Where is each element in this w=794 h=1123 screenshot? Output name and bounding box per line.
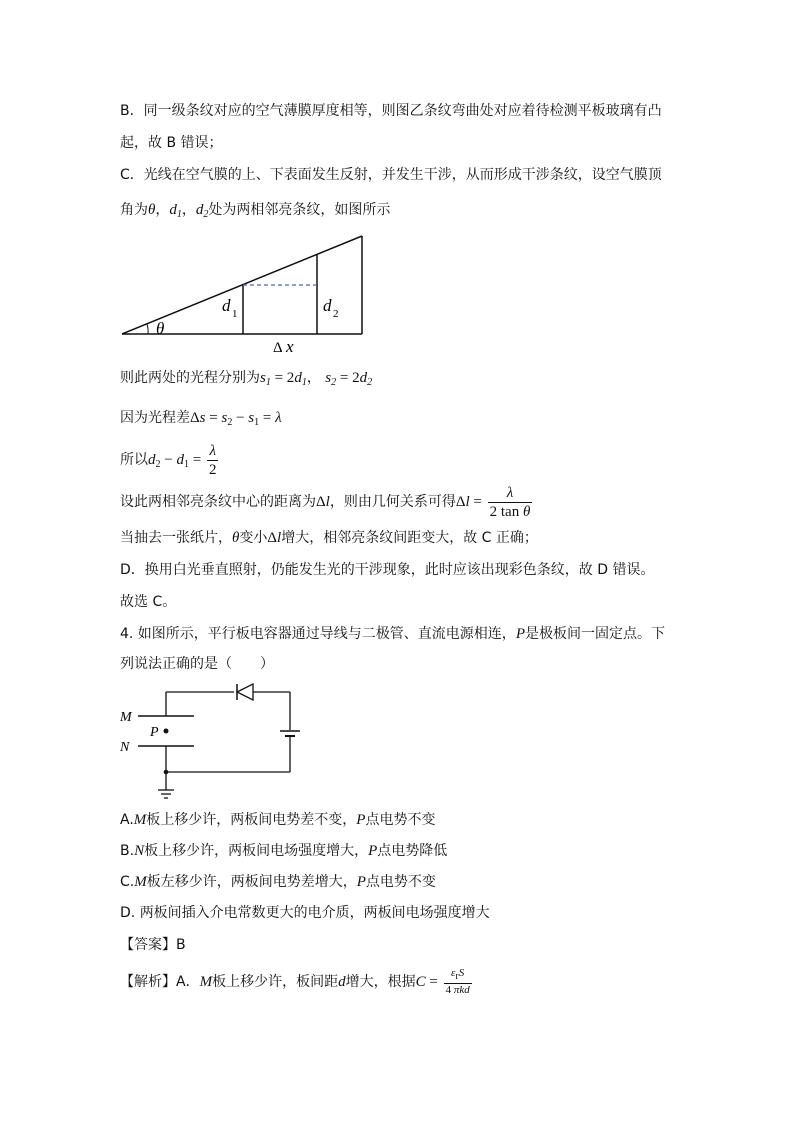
d2-symbol: $d_2$ — [195, 202, 209, 220]
fraction-lambda-2: $\frac{\lambda}{2}$ — [208, 442, 217, 478]
question-4-stem-line1 — [120, 624, 665, 644]
formula-s1: $s_1$ — [260, 370, 271, 388]
option-b-analysis-line2: 起，故 B 错误； — [120, 135, 223, 151]
option-var: M — [134, 874, 147, 890]
choice-conclusion: 故选 C。 — [120, 594, 177, 610]
d-symbol: d — [338, 974, 346, 990]
delta-l-symbol: Δl — [316, 494, 330, 510]
option-var: P — [368, 843, 378, 859]
option-b-analysis-line1: B．同一级条纹对应的空气薄膜厚度相等，则图乙条纹弯曲处对应着待检测平板玻璃有凸 — [120, 103, 662, 119]
text-segment: 则此两处的光程分别为 — [120, 370, 260, 386]
option-var: M — [133, 812, 147, 828]
optical-path-line: 则此两处的光程分别为$s_1 = 2d_1$， $s_2 = 2d_2$ — [120, 370, 373, 388]
formula-delta-l: Δl = — [455, 494, 486, 510]
text-segment: 4. 如图所示，平行板电容器通过导线与二极管、直流电源相连， — [120, 626, 516, 642]
text-segment: 当抽去一张纸片， — [120, 530, 232, 546]
theta-symbol: θ — [232, 530, 240, 546]
diode-triangle — [237, 684, 253, 700]
d1-label-sub: 1 — [232, 308, 238, 320]
theta-arc — [147, 324, 148, 334]
d-difference-line — [120, 440, 220, 485]
fraction-lambda-2tan: $\frac{\lambda}{\text{2 tan θ}}$ — [489, 484, 531, 520]
option-var: P — [356, 812, 366, 828]
text-segment: A． — [176, 974, 200, 990]
text-segment: 角为 — [120, 202, 148, 218]
option-text: 板左移少许，两板间电势差增大， — [146, 874, 357, 890]
answer-line: 【答案】B — [120, 937, 186, 953]
text-segment: 板上移少许，板间距 — [212, 974, 339, 990]
text-segment: 因为光程差 — [120, 410, 190, 426]
analysis-label: 【解析】 — [120, 974, 176, 990]
text-segment: 增大，相邻亮条纹间距变大，故 C 正确； — [281, 530, 538, 546]
text-segment: 设此两相邻亮条纹中心的距离为 — [120, 494, 316, 510]
theta-symbol: θ — [148, 202, 156, 218]
path-difference-line — [120, 408, 282, 433]
text-segment: 所以 — [120, 452, 148, 468]
option-d[interactable] — [120, 903, 490, 923]
formula-d-diff: $d_2 - d_1$ = — [148, 452, 205, 470]
fraction-capacitance: $\frac{\varepsilon_rS}{\text{4 πkd}}$ — [445, 967, 470, 996]
option-text: 点电势不变 — [365, 874, 436, 890]
option-var: P — [356, 874, 366, 890]
option-text: 点电势不变 — [365, 812, 436, 828]
text-segment: 是极板间一固定点。下 — [524, 626, 665, 642]
option-text: 两板间插入介电常数更大的电介质，两板间电场强度增大 — [139, 905, 490, 921]
junction-dot — [164, 770, 169, 775]
m-symbol: M — [199, 974, 213, 990]
option-c-analysis-line1: C．光线在空气膜的上、下表面发生反射，并发生干涉，从而形成干涉条纹，设空气膜顶 — [120, 167, 662, 183]
text-segment: 变小 — [239, 530, 268, 546]
option-b[interactable] — [120, 841, 447, 861]
remove-paper-line: 当抽去一张纸片，θ变小Δl增大，相邻亮条纹间距变大，故 C 正确； — [120, 530, 538, 546]
capacitor-circuit-diagram — [114, 678, 304, 804]
option-prefix: D. — [120, 905, 136, 921]
option-c[interactable] — [120, 872, 436, 892]
question-4-stem-line2: 列说法正确的是（ ） — [120, 656, 274, 672]
option-d-analysis: D．换用白光垂直照射，仍能发生光的干涉现象，此时应该出现彩色条纹，故 D 错误。 — [120, 562, 655, 578]
d2-label-sub: 2 — [333, 308, 339, 320]
option-c-analysis-line2: 角为θ，$d_1$，$d_2$处为两相邻亮条纹，如图所示 — [120, 202, 391, 220]
point-p-symbol: P — [515, 626, 525, 642]
option-prefix: C. — [120, 874, 135, 890]
option-text: 点电势降低 — [377, 843, 448, 859]
formula-s2: $s_2$ — [325, 370, 337, 388]
option-a[interactable] — [120, 810, 435, 830]
d1-label: d — [222, 296, 231, 315]
fringe-distance-line — [120, 482, 534, 522]
text-segment: 增大，根据 — [345, 974, 416, 990]
delta-x-label-delta: Δ — [273, 340, 283, 356]
label-n: N — [120, 740, 130, 755]
text-segment: ，则由几何关系可得 — [329, 494, 456, 510]
point-p-dot — [164, 729, 169, 734]
option-var: N — [134, 843, 145, 859]
formula-capacitance: C = — [415, 974, 442, 990]
option-prefix: B. — [120, 843, 135, 859]
delta-x-label-x: x — [286, 337, 294, 356]
theta-label: θ — [156, 319, 165, 338]
analysis-line — [120, 962, 474, 1002]
formula-delta-s: $\Delta s = s_2 - s_1 = \lambda$ — [190, 410, 282, 428]
text-segment: 处为两相邻亮条纹，如图所示 — [208, 202, 391, 218]
d2-label: d — [323, 296, 332, 315]
air-wedge-diagram — [110, 226, 380, 358]
label-m: M — [120, 710, 132, 725]
option-text: 板上移少许，两板间电势差不变， — [146, 812, 357, 828]
option-text: 板上移少许，两板间电场强度增大， — [144, 843, 369, 859]
text-segment: ， — [155, 202, 170, 218]
label-p: P — [150, 725, 159, 740]
d1-symbol: $d_1$ — [169, 202, 182, 220]
option-prefix: A. — [120, 812, 134, 828]
